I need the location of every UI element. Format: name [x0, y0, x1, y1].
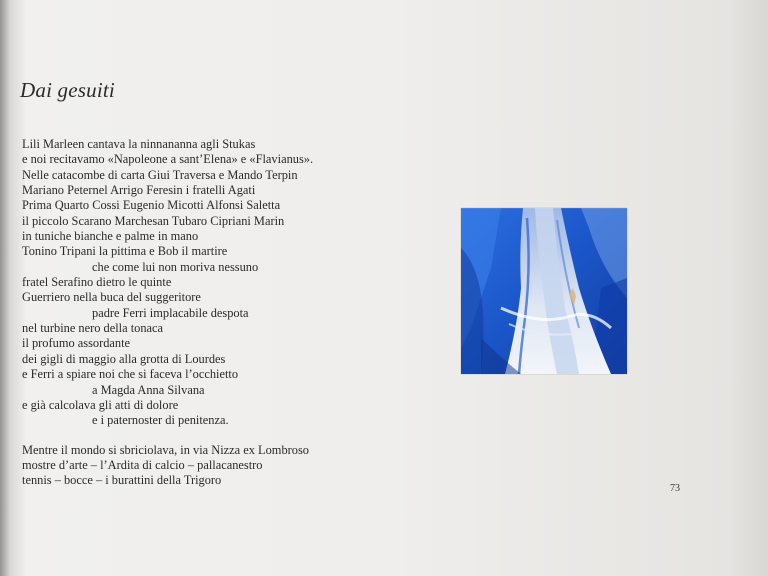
poem-title: Dai gesuiti — [20, 78, 115, 102]
stanza-gap — [22, 429, 382, 443]
poem-line: e già calcolava gli atti di dolore — [22, 397, 179, 412]
poem-line: in tuniche bianche e palme in mano — [22, 229, 199, 244]
poem-line: Guerriero nella buca del suggeritore — [22, 290, 201, 305]
poem-line: Lili Marleen cantava la ninnananna agli Stukas — [22, 137, 256, 151]
poem-line: Tonino Tripani la pittima e Bob il martire — [22, 244, 228, 259]
poem-line: Nelle catacombe di carta Giui Traversa e Mando Terpin — [22, 167, 298, 182]
poem-line: dei gigli di maggio alla grotta di Lourdes — [22, 351, 226, 366]
poem-line: mostre d’arte – l’Ardita di calcio – pallacanestro — [22, 457, 263, 472]
stanza-1 — [22, 137, 382, 429]
poem-line: a Magda Anna Silvana — [92, 382, 205, 397]
poem-line: e noi recitavamo «Napoleone a sant’Elena» e «Flavianus». — [22, 152, 314, 167]
stanza-2 — [22, 443, 382, 489]
poem-line: e Ferri a spiare noi che si faceva l’occhietto — [22, 367, 239, 382]
poem-body — [22, 137, 382, 489]
poem-line: il piccolo Scarano Marchesan Tubaro Cipriani Marin — [22, 213, 285, 228]
poem-line: nel turbine nero della tonaca — [22, 321, 164, 336]
poem-line: e i paternoster di penitenza. — [92, 413, 229, 428]
poem-line: che come lui non moriva nessuno — [92, 259, 259, 274]
poem-line: tennis – bocce – i burattini della Trigoro — [22, 473, 222, 488]
poem-line: padre Ferri implacabile despota — [92, 305, 249, 320]
blue-painting-image — [461, 208, 627, 374]
poem-line: Mentre il mondo si sbriciolava, in via Nizza ex Lombroso — [22, 442, 309, 457]
poem-line: Prima Quarto Cossi Eugenio Micotti Alfonsi Saletta — [22, 198, 281, 213]
page-number: 73 — [670, 483, 680, 494]
painting-illustration — [461, 208, 627, 374]
page-edge-shadow — [728, 0, 768, 576]
poem-line: Mariano Peternel Arrigo Feresin i fratelli Agati — [22, 183, 256, 198]
poem-line: il profumo assordante — [22, 336, 131, 351]
poem-line: fratel Serafino dietro le quinte — [22, 275, 172, 290]
